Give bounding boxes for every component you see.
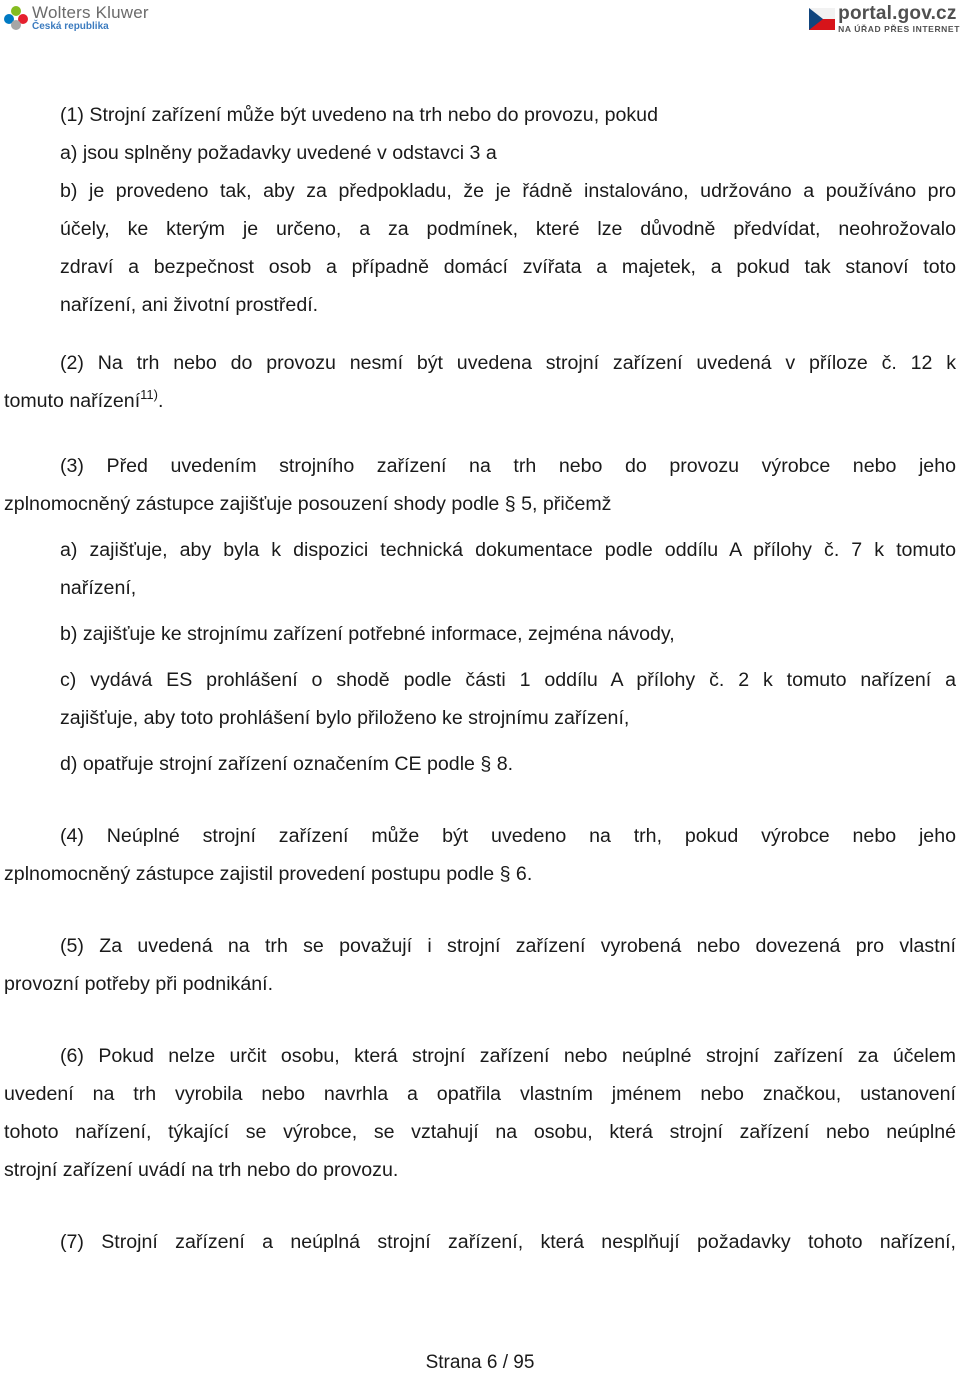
text-line: účely, ke kterým je určeno, a za podmínek, které lze důvodně předvídat, neohrožovalo	[60, 218, 956, 240]
text-line: (1) Strojní zařízení může být uvedeno na trh nebo do provozu, pokud	[60, 104, 658, 126]
paragraph-6	[4, 1037, 956, 1189]
text-line: b) je provedeno tak, aby za předpokladu, že je řádně instalováno, udržováno a používáno pro	[60, 180, 956, 202]
text-line: zdraví a bezpečnost osob a případně domácí zvířata a majetek, a pokud tak stanoví toto	[60, 256, 956, 278]
portal-logo-name: portal.gov.cz	[838, 3, 957, 24]
paragraph-2	[4, 344, 956, 420]
paragraph-5	[4, 927, 956, 1003]
text-line: zplnomocněný zástupce zajišťuje posouzení shody podle § 5, přičemž	[4, 493, 612, 515]
text-line: zplnomocněný zástupce zajistil provedení postupu podle § 6.	[4, 863, 533, 885]
text-line: a) zajišťuje, aby byla k dispozici technická dokumentace podle oddílu A přílohy č. 7 k tomuto	[60, 539, 956, 561]
text-line: b) zajišťuje ke strojnímu zařízení potřebné informace, zejména návody,	[60, 623, 675, 645]
document-body	[4, 96, 956, 1261]
footnote-reference[interactable]: 11)	[140, 387, 158, 402]
text-line: c) vydává ES prohlášení o shodě podle části 1 oddílu A přílohy č. 2 k tomuto nařízení a	[60, 669, 956, 691]
text-line: (4) Neúplné strojní zařízení může být uvedeno na trh, pokud výrobce nebo jeho	[60, 825, 956, 847]
text-line: (5) Za uvedená na trh se považují i strojní zařízení vyrobená nebo dovezená pro vlastní	[60, 935, 956, 957]
czech-flag-icon	[809, 8, 835, 30]
logo-name: Wolters Kluwer	[32, 3, 149, 22]
wolters-kluwer-logo[interactable]	[4, 4, 149, 32]
text-line: uvedení na trh vyrobila nebo navrhla a opatřila vlastním jménem nebo značkou, ustanovení	[4, 1083, 956, 1105]
page-number: Strana 6 / 95	[425, 1352, 535, 1373]
text-line: a) jsou splněny požadavky uvedené v odstavci 3 a	[60, 142, 497, 164]
text-line: (3) Před uvedením strojního zařízení na trh nebo do provozu výrobce nebo jeho	[60, 455, 956, 477]
text-line	[4, 382, 956, 420]
paragraph-7	[4, 1223, 956, 1261]
text-line: provozní potřeby při podnikání.	[4, 973, 274, 995]
text-line: zajišťuje, aby toto prohlášení bylo přiloženo ke strojnímu zařízení,	[60, 707, 630, 729]
text-line: tohoto nařízení, týkající se výrobce, se vztahují na osobu, která strojní zařízení nebo neúplné	[4, 1121, 956, 1143]
text-line: d) opatřuje strojní zařízení označením CE podle § 8.	[60, 753, 514, 775]
paragraph-3	[4, 447, 956, 783]
text-line: (7) Strojní zařízení a neúplná strojní zařízení, která nesplňují požadavky tohoto nařízení,	[60, 1231, 956, 1253]
portal-gov-logo[interactable]	[809, 4, 960, 34]
text-line: (6) Pokud nelze určit osobu, která strojní zařízení nebo neúplné strojní zařízení za účelem	[60, 1045, 956, 1067]
logo-subtitle: Česká republika	[32, 21, 109, 32]
paragraph-4	[4, 817, 956, 893]
text-line: nařízení,	[60, 577, 137, 599]
wolters-kluwer-logo-icon	[4, 6, 28, 30]
portal-logo-subtitle: NA ÚŘAD PŘES INTERNET	[838, 24, 960, 34]
text-fragment: .	[157, 390, 164, 412]
page-header	[0, 0, 960, 44]
text-fragment: tomuto nařízení	[4, 390, 141, 412]
text-line: (2) Na trh nebo do provozu nesmí být uvedena strojní zařízení uvedená v příloze č. 12 k	[60, 352, 956, 374]
text-line: strojní zařízení uvádí na trh nebo do provozu.	[4, 1159, 399, 1181]
paragraph-1	[4, 96, 956, 324]
text-line: nařízení, ani životní prostředí.	[60, 294, 319, 316]
